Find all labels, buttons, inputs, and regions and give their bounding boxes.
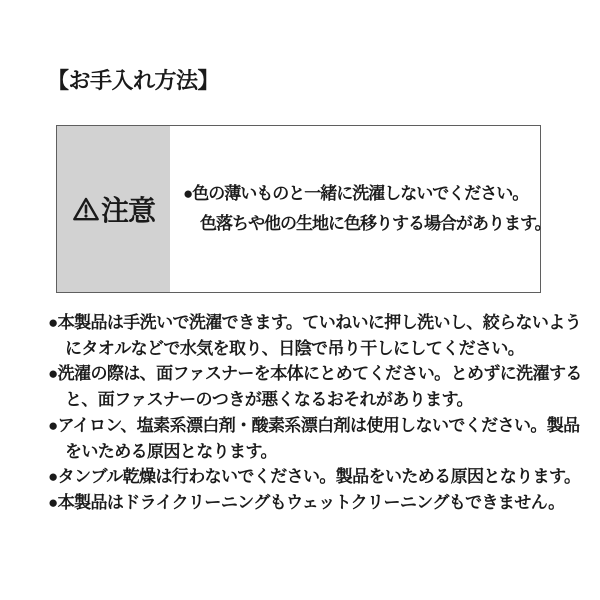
care-item — [48, 413, 589, 464]
care-item-line: ●本製品は手洗いで洗濯できます。ていねいに押し洗いし、絞らないよう — [48, 313, 582, 332]
care-item-line: ●アイロン、塩素系漂白剤・酸素系漂白剤は使用しないでください。製品 — [48, 415, 580, 435]
care-item-line: ●洗濯の際は、面ファスナーを本体にとめてください。とめずに洗濯する — [48, 364, 582, 384]
caution-line: ●色の薄いものと一緒に洗濯しないでください。 — [183, 184, 529, 203]
caution-line: 色落ちや他の生地に色移りする場合があります。 — [200, 214, 551, 233]
caution-label — [72, 189, 155, 229]
caution-label-panel — [57, 126, 170, 292]
care-item-line: ●本製品はドライクリーニングもウェットクリーニングもできません。 — [48, 492, 565, 512]
page-title: 【お手入れ方法】 — [47, 68, 220, 93]
care-item — [48, 490, 589, 516]
care-item — [48, 310, 589, 361]
care-item-line: にタオルなどで水気を取り、日陰で吊り干しにしてください。 — [65, 338, 525, 358]
caution-box — [56, 125, 551, 293]
care-item-line: ●タンブル乾燥は行わないでください。製品をいためる原因となります。 — [48, 467, 581, 487]
care-instructions-list — [48, 310, 589, 516]
care-item — [48, 464, 589, 490]
care-item-line: と、面ファスナーのつきが悪くなるおそれがあります。 — [65, 390, 473, 410]
caution-label-text: 注意 — [100, 195, 155, 226]
caution-text — [170, 126, 555, 292]
care-item — [48, 361, 589, 412]
warning-triangle-icon — [72, 196, 100, 222]
care-item-line: をいためる原因となります。 — [65, 441, 277, 461]
